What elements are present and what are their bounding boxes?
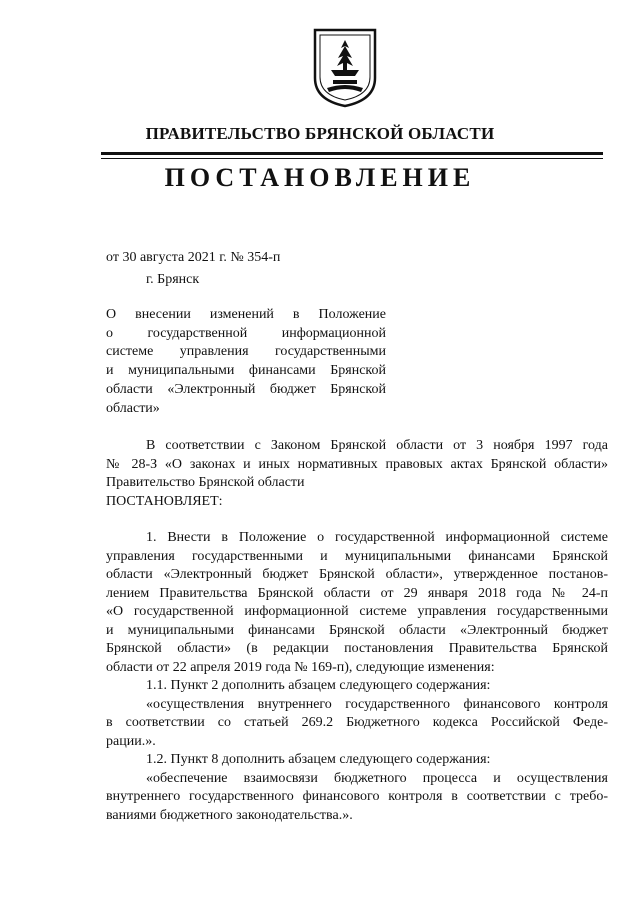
subject-line: о государственной информационной (106, 325, 386, 341)
document-subject (106, 306, 386, 418)
item-1-line: и муниципальными финансами Брянской области «Электронный бюджет (106, 622, 608, 638)
header-rule-thin (101, 158, 603, 159)
preamble-line: Правительство Брянской области (106, 475, 305, 490)
item-1-line: Брянской области» (в редакции постановления Правительства Брянской (106, 641, 608, 656)
document-body (106, 437, 608, 825)
document-type-title: ПОСТАНОВЛЕНИЕ (164, 163, 476, 192)
item-1-1-line: рации.». (106, 733, 156, 749)
item-1-line: области «Электронный бюджет Брянской области», утвержденное постанов- (106, 567, 608, 582)
subject-line: О внесении изменений в Положение (106, 307, 386, 322)
header-rule-thick (101, 152, 603, 155)
subject-line: области «Электронный бюджет Брянской (106, 381, 386, 397)
organization-title: ПРАВИТЕЛЬСТВО БРЯНСКОЙ ОБЛАСТИ (145, 124, 495, 143)
subject-line: и муниципальными финансами Брянской (106, 363, 386, 379)
item-1-2-line: внутреннего государственного финансового контроля в соответствии с требо- (106, 789, 608, 804)
city: г. Брянск (146, 272, 200, 287)
resolves-heading: ПОСТАНОВЛЯЕТ: (106, 493, 223, 509)
date-number-line (106, 250, 280, 266)
item-1-line: 1. Внести в Положение о государственной информационной системе (146, 530, 608, 545)
preamble-line: № 28-З «О законах и иных нормативных правовых актах Брянской области» (106, 456, 608, 472)
item-1-line: лением Правительства Брянской области от 29 января 2018 года № 24-п (106, 585, 608, 601)
item-1-line: «О государственной информационной системе управления государственными (106, 604, 608, 619)
document-number: 354-п (247, 250, 281, 265)
item-1-2-line: «обеспечение взаимосвязи бюджетного процесса и осуществления (146, 770, 608, 786)
date-prefix: от (106, 250, 119, 265)
document-date: 30 августа 2021 г. (122, 250, 227, 265)
item-1-2-line: ваниями бюджетного законодательства.». (106, 807, 353, 823)
subject-line: системе управления государственными (106, 344, 386, 360)
subject-line: области» (106, 400, 160, 416)
coat-of-arms-icon (311, 28, 379, 108)
item-1-2-line: 1.2. Пункт 8 дополнить абзацем следующего содержания: (146, 752, 491, 767)
item-1-1-line: 1.1. Пункт 2 дополнить абзацем следующего содержания: (146, 678, 491, 693)
item-1-1-line: «осуществления внутреннего государственного финансового контроля (146, 696, 608, 712)
item-1-1-line: в соответствии со статьей 269.2 Бюджетного кодекса Российской Феде- (106, 715, 608, 730)
number-sign: № (230, 250, 244, 265)
item-1-line: управления государственными и муниципальными финансами Брянской (106, 548, 608, 564)
item-1-line: области от 22 апреля 2019 года № 169-п), следующие изменения: (106, 659, 495, 675)
preamble-line: В соответствии с Законом Брянской области от 3 ноября 1997 года (146, 438, 608, 453)
